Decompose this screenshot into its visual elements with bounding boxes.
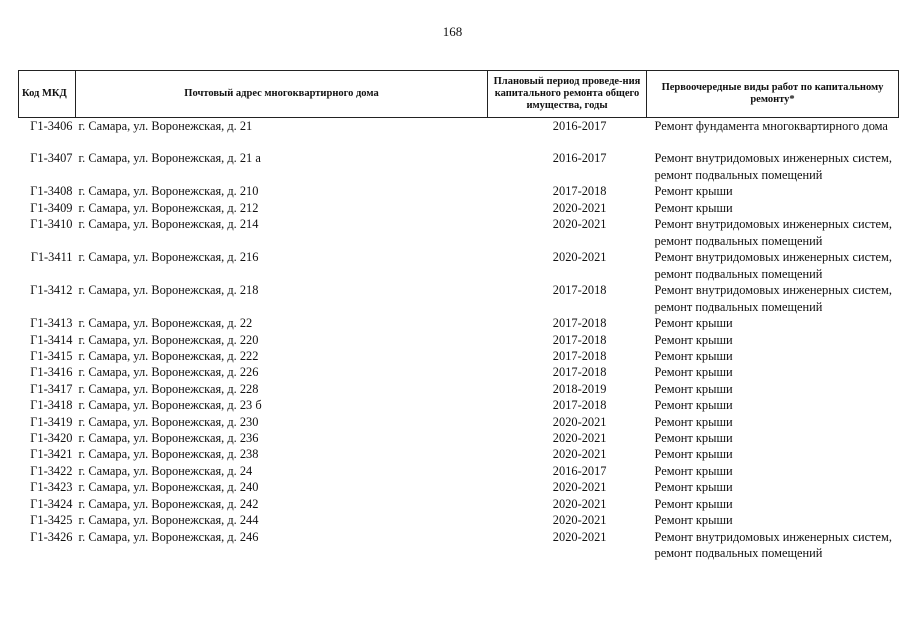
cell-period: 2017-2018 (552, 398, 607, 413)
cell-works: Ремонт крыши (654, 496, 733, 511)
cell-period: 2016-2017 (552, 119, 607, 133)
table-row (19, 315, 899, 331)
cell-period: 2017-2018 (552, 365, 607, 380)
cell-code: Г1-3415 (30, 349, 73, 364)
cell-works: Ремонт внутридомовых инженерных систем, ремонт подвальных помещений (654, 529, 892, 560)
cell-period: 2020-2021 (552, 447, 607, 462)
cell-address: г. Самара, ул. Воронежская, д. 218 (78, 283, 259, 298)
cell-address: г. Самара, ул. Воронежская, д. 21 а (78, 151, 261, 166)
cell-address: г. Самара, ул. Воронежская, д. 222 (78, 349, 259, 364)
cell-works: Ремонт крыши (654, 381, 733, 396)
cell-period: 2016-2017 (552, 151, 607, 166)
cell-works: Ремонт крыши (654, 200, 733, 215)
cell-address: г. Самара, ул. Воронежская, д. 212 (78, 200, 259, 215)
cell-period: 2020-2021 (552, 414, 607, 429)
cell-period: 2020-2021 (552, 513, 607, 528)
cell-code: Г1-3416 (30, 365, 73, 380)
table-row (19, 479, 899, 495)
repair-schedule-table (18, 70, 899, 562)
cell-address: г. Самара, ул. Воронежская, д. 21 (78, 119, 253, 133)
cell-address: г. Самара, ул. Воронежская, д. 22 (78, 316, 253, 331)
table-row (19, 249, 899, 282)
cell-period: 2016-2017 (552, 463, 607, 478)
table-header (19, 71, 899, 118)
cell-works: Ремонт крыши (654, 349, 733, 364)
cell-works: Ремонт крыши (654, 184, 733, 199)
cell-address: г. Самара, ул. Воронежская, д. 210 (78, 184, 259, 199)
cell-code: Г1-3425 (30, 513, 73, 528)
table-row (19, 446, 899, 462)
table-row (19, 381, 899, 397)
cell-code: Г1-3423 (30, 480, 73, 495)
cell-period: 2017-2018 (552, 349, 607, 364)
cell-code: Г1-3409 (30, 200, 73, 215)
cell-works: Ремонт крыши (654, 447, 733, 462)
table-row (19, 397, 899, 413)
cell-period: 2020-2021 (552, 250, 607, 265)
cell-period: 2017-2018 (552, 184, 607, 199)
cell-works: Ремонт внутридомовых инженерных систем, ремонт подвальных помещений (654, 151, 892, 182)
cell-address: г. Самара, ул. Воронежская, д. 246 (78, 529, 259, 544)
table-row (19, 216, 899, 249)
cell-works: Ремонт внутридомовых инженерных систем, ремонт подвальных помещений (654, 250, 892, 281)
cell-works: Ремонт крыши (654, 463, 733, 478)
cell-address: г. Самара, ул. Воронежская, д. 220 (78, 332, 259, 347)
cell-code: Г1-3417 (30, 381, 73, 396)
cell-address: г. Самара, ул. Воронежская, д. 228 (78, 381, 259, 396)
cell-period: 2017-2018 (552, 283, 607, 298)
cell-works: Ремонт крыши (654, 316, 733, 331)
cell-works: Ремонт внутридомовых инженерных систем, ремонт подвальных помещений (654, 283, 892, 314)
cell-period: 2020-2021 (552, 200, 607, 215)
cell-code: Г1-3424 (30, 496, 73, 511)
cell-address: г. Самара, ул. Воронежская, д. 236 (78, 431, 259, 446)
cell-code: Г1-3419 (30, 414, 73, 429)
column-header-address: Почтовый адрес многоквартирного дома (76, 71, 488, 118)
table-row (19, 282, 899, 315)
column-header-period: Плановый период проведе-ния капитального ремонта общего имущества, годы (488, 71, 647, 118)
cell-code: Г1-3407 (30, 151, 73, 166)
cell-address: г. Самара, ул. Воронежская, д. 238 (78, 447, 259, 462)
page-number: 168 (442, 24, 463, 39)
cell-works: Ремонт крыши (654, 431, 733, 446)
table-row (19, 496, 899, 512)
table-row (19, 414, 899, 430)
cell-works: Ремонт крыши (654, 414, 733, 429)
cell-works: Ремонт крыши (654, 398, 733, 413)
cell-works: Ремонт крыши (654, 332, 733, 347)
cell-period: 2020-2021 (552, 431, 607, 446)
table-row (19, 150, 899, 183)
table-row (19, 529, 899, 562)
cell-address: г. Самара, ул. Воронежская, д. 242 (78, 496, 259, 511)
table-row (19, 463, 899, 479)
table-row (19, 364, 899, 380)
cell-period: 2020-2021 (552, 529, 607, 544)
cell-address: г. Самара, ул. Воронежская, д. 226 (78, 365, 259, 380)
cell-code: Г1-3426 (30, 529, 73, 544)
cell-period: 2020-2021 (552, 480, 607, 495)
cell-works: Ремонт фундамента многоквартирного дома (654, 119, 888, 133)
cell-code: Г1-3406 (30, 119, 73, 133)
cell-period: 2018-2019 (552, 381, 607, 396)
table-row (19, 118, 899, 151)
cell-works: Ремонт крыши (654, 480, 733, 495)
table-row (19, 200, 899, 216)
cell-code: Г1-3420 (30, 431, 73, 446)
cell-code: Г1-3408 (30, 184, 73, 199)
cell-period: 2017-2018 (552, 332, 607, 347)
cell-address: г. Самара, ул. Воронежская, д. 23 б (78, 398, 262, 413)
cell-period: 2020-2021 (552, 496, 607, 511)
repair-schedule-table-container (18, 70, 905, 562)
table-row (19, 348, 899, 364)
cell-address: г. Самара, ул. Воронежская, д. 230 (78, 414, 259, 429)
table-row (19, 183, 899, 199)
cell-code: Г1-3411 (30, 250, 73, 265)
cell-address: г. Самара, ул. Воронежская, д. 244 (78, 513, 259, 528)
cell-period: 2017-2018 (552, 316, 607, 331)
cell-code: Г1-3421 (30, 447, 73, 462)
table-row (19, 512, 899, 528)
cell-code: Г1-3413 (30, 316, 73, 331)
cell-address: г. Самара, ул. Воронежская, д. 216 (78, 250, 259, 265)
cell-period: 2020-2021 (552, 217, 607, 232)
cell-works: Ремонт крыши (654, 365, 733, 380)
cell-address: г. Самара, ул. Воронежская, д. 214 (78, 217, 259, 232)
cell-code: Г1-3414 (30, 332, 73, 347)
header-row (19, 71, 899, 118)
cell-code: Г1-3412 (30, 283, 73, 298)
column-header-code: Код МКД (19, 71, 76, 118)
cell-code: Г1-3410 (30, 217, 73, 232)
cell-works: Ремонт внутридомовых инженерных систем, ремонт подвальных помещений (654, 217, 892, 248)
table-row (19, 332, 899, 348)
cell-address: г. Самара, ул. Воронежская, д. 240 (78, 480, 259, 495)
cell-code: Г1-3418 (30, 398, 73, 413)
table-body (19, 118, 899, 562)
column-header-works: Первоочередные виды работ по капитальному ремонту* (647, 71, 899, 118)
cell-code: Г1-3422 (30, 463, 73, 478)
cell-works: Ремонт крыши (654, 513, 733, 528)
cell-address: г. Самара, ул. Воронежская, д. 24 (78, 463, 253, 478)
table-row (19, 430, 899, 446)
